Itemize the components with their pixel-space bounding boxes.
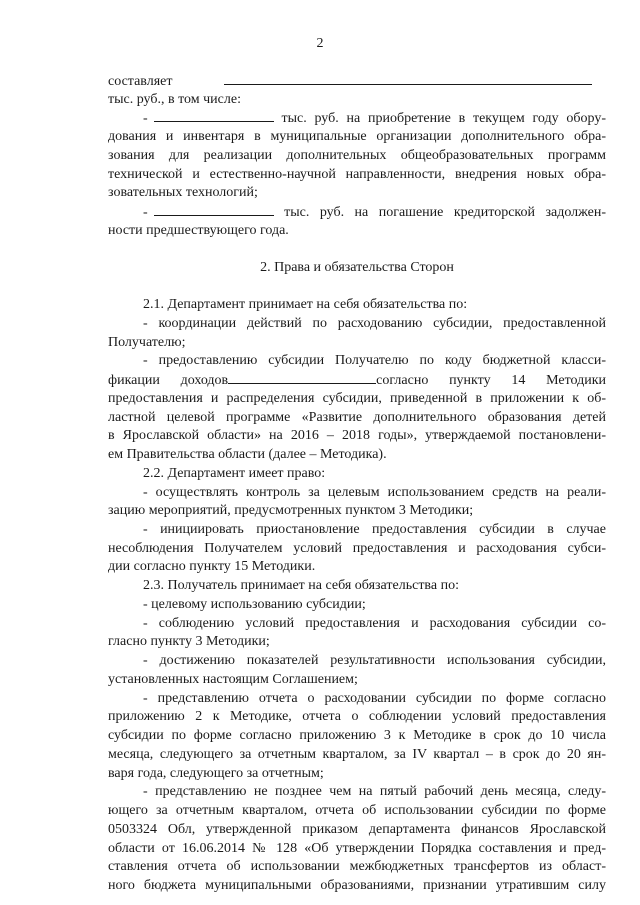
text-line: технической и естественно-научной направленности, внедрения новых обра- <box>108 167 606 182</box>
text-line: ставления отчета об использовании межбюджетных трансфертов из област- <box>108 859 606 874</box>
text-line: - тыс. руб. на погашение кредиторской задолжен- <box>143 205 606 220</box>
text-line: субсидии по форме согласно приложению 3 к Методике в срок до 10 числа <box>108 728 606 743</box>
text-line: тыс. руб., в том числе: <box>108 92 241 107</box>
text-line: несоблюдения Получателем условий предоставления и расходования субси- <box>108 541 606 556</box>
section-heading: 2. Права и обязательства Сторон <box>260 260 454 275</box>
blank-field <box>154 203 274 216</box>
text-line: приложению 2 к Методике, отчета о соблюдении условий предоставления <box>108 709 606 724</box>
blank-field <box>228 371 376 384</box>
text-line: - осуществлять контроль за целевым использованием средств на реали- <box>143 485 606 500</box>
text-line: ющего за отчетным кварталом, отчета об использовании субсидии по форме <box>108 803 606 818</box>
paragraph-heading: 2.2. Департамент имеет право: <box>143 466 326 481</box>
paragraph-heading: 2.3. Получатель принимает на себя обязательства по: <box>143 578 459 593</box>
text-line: в Ярославской области» на 2016 – 2018 годы», утверждаемой постановлени- <box>108 428 606 443</box>
text-line: зования для реализации дополнительных общеобразовательных программ <box>108 148 606 163</box>
paragraph-heading: 2.1. Департамент принимает на себя обязательства по: <box>143 297 468 312</box>
blank-field <box>224 72 592 85</box>
text-line: фикации доходов согласно пункту 14 Методики <box>108 373 607 388</box>
page-number: 2 <box>316 36 324 51</box>
text-line: - представлению отчета о расходовании субсидии по форме согласно <box>143 691 606 706</box>
text-line: - целевому использованию субсидии; <box>143 597 366 612</box>
text-line: дии согласно пункту 15 Методики. <box>108 559 316 574</box>
text-line: - тыс. руб. на приобретение в текущем году обору- <box>143 111 607 126</box>
text-line: ластной целевой программе «Развитие дополнительного образования детей <box>108 410 606 425</box>
text-line: составляет <box>108 72 606 89</box>
text-line: - координации действий по расходованию субсидии, предоставленной <box>143 316 606 331</box>
text-line: - соблюдению условий предоставления и расходования субсидии со- <box>143 616 606 631</box>
text-line: ного бюджета муниципальными образованиями, признании утратившим силу <box>108 878 606 893</box>
text-line: - инициировать приостановление предоставления субсидии в случае <box>143 522 606 537</box>
text-line: зацию мероприятий, предусмотренных пунктом 3 Методики; <box>108 503 474 518</box>
text-line: - достижению показателей результативности использования субсидии, <box>143 653 606 668</box>
text-line: Получателю; <box>108 335 186 350</box>
text-line: предоставления и распределения субсидии, приведенной в приложении к об- <box>108 391 606 406</box>
text-line: гласно пункту 3 Методики; <box>108 634 270 649</box>
text-line: дования и инвентаря в муниципальные организации дополнительного обра- <box>108 129 606 144</box>
text-line: зовательных технологий; <box>108 185 258 200</box>
text-line: ности предшествующего года. <box>108 223 289 238</box>
text-line: - представлению не позднее чем на пятый рабочий день месяца, следу- <box>143 784 606 799</box>
text-line: области от 16.06.2014 № 128 «Об утверждении Порядка составления и пред- <box>108 841 606 856</box>
text-line: варя года, следующего за отчетным; <box>108 766 324 781</box>
blank-field <box>154 109 274 122</box>
text-line: ем Правительства области (далее – Методика). <box>108 447 387 462</box>
text-line: 0503324 Обл, утвержденной приказом департамента финансов Ярославской <box>108 822 606 837</box>
text-line: месяца, следующего за отчетным кварталом, за IV квартал – в срок до 20 ян- <box>108 747 606 762</box>
text-line: установленных настоящим Соглашением; <box>108 672 358 687</box>
text-line: - предоставлению субсидии Получателю по коду бюджетной класси- <box>143 353 606 368</box>
